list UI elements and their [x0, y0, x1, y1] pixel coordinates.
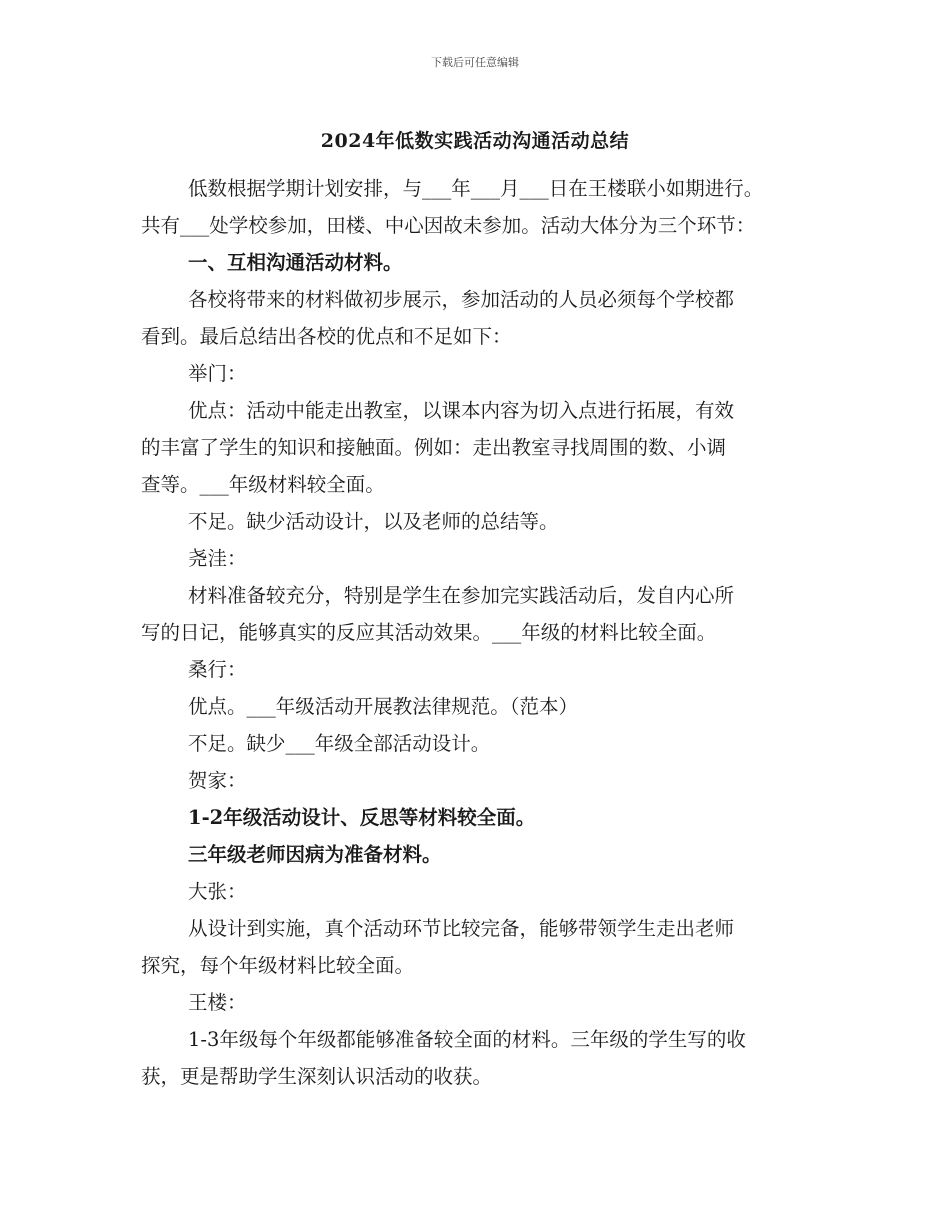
paragraph	[141, 688, 811, 725]
paragraph-line: 一、互相沟通活动材料。	[188, 251, 403, 274]
paragraph-line: 材料准备较充分，特别是学生在参加完实践活动后，发自内心所	[188, 584, 735, 607]
paragraph-line: 看到。最后总结出各校的优点和不足如下：	[141, 325, 512, 348]
paragraph	[141, 799, 811, 836]
paragraph-line: 从设计到实施，真个活动环节比较完备，能够带领学生走出老师	[188, 917, 735, 940]
paragraph-line: 举门：	[188, 362, 247, 385]
paragraph	[141, 355, 811, 392]
paragraph	[141, 1021, 811, 1095]
paragraph	[141, 503, 811, 540]
paragraph-line: 写的日记，能够真实的反应其活动效果。___年级的材料比较全面。	[141, 621, 717, 644]
paragraph	[141, 170, 811, 244]
paragraph-line: 的丰富了学生的知识和接触面。例如：走出教室寻找周围的数、小调	[141, 436, 727, 459]
paragraph-line: 桑行：	[188, 658, 247, 681]
header-note: 下载后可任意编辑	[431, 56, 519, 69]
paragraph	[141, 910, 811, 984]
paragraph	[141, 651, 811, 688]
paragraph	[141, 540, 811, 577]
paragraph-line: 不足。缺少___年级全部活动设计。	[188, 732, 491, 755]
paragraph-line: 三年级老师因病为准备材料。	[188, 843, 442, 866]
paragraph-line: 探究，每个年级材料比较全面。	[141, 954, 415, 977]
document-body	[141, 170, 811, 1095]
paragraph	[141, 836, 811, 873]
paragraph-line: 优点。___年级活动开展教法律规范。（范本）	[188, 695, 579, 718]
paragraph	[141, 577, 811, 651]
paragraph-line: 各校将带来的材料做初步展示，参加活动的人员必须每个学校都	[188, 288, 735, 311]
paragraph	[141, 725, 811, 762]
paragraph-line: 1-3年级每个年级都能够准备较全面的材料。三年级的学生写的收	[188, 1028, 746, 1051]
paragraph-line: 贺家：	[188, 769, 247, 792]
paragraph-line: 优点：活动中能走出教室，以课本内容为切入点进行拓展，有效	[188, 399, 735, 422]
paragraph-line: 获，更是帮助学生深刻认识活动的收获。	[141, 1065, 493, 1088]
paragraph	[141, 984, 811, 1021]
paragraph-line: 低数根据学期计划安排，与___年___月___日在王楼联小如期进行。	[188, 177, 764, 200]
paragraph-line: 王楼：	[188, 991, 247, 1014]
paragraph-line: 1-2年级活动设计、反思等材料较全面。	[188, 806, 536, 829]
paragraph	[141, 762, 811, 799]
document-title: 2024年低数实践活动沟通活动总结	[320, 130, 630, 152]
paragraph-line: 大张：	[188, 880, 247, 903]
paragraph-line: 共有___处学校参加，田楼、中心因故未参加。活动大体分为三个环节：	[141, 214, 756, 237]
paragraph-line: 尧洼：	[188, 547, 247, 570]
paragraph	[141, 873, 811, 910]
paragraph	[141, 244, 811, 281]
paragraph	[141, 281, 811, 355]
paragraph	[141, 392, 811, 503]
paragraph-line: 查等。___年级材料较全面。	[141, 473, 385, 496]
paragraph-line: 不足。缺少活动设计，以及老师的总结等。	[188, 510, 559, 533]
